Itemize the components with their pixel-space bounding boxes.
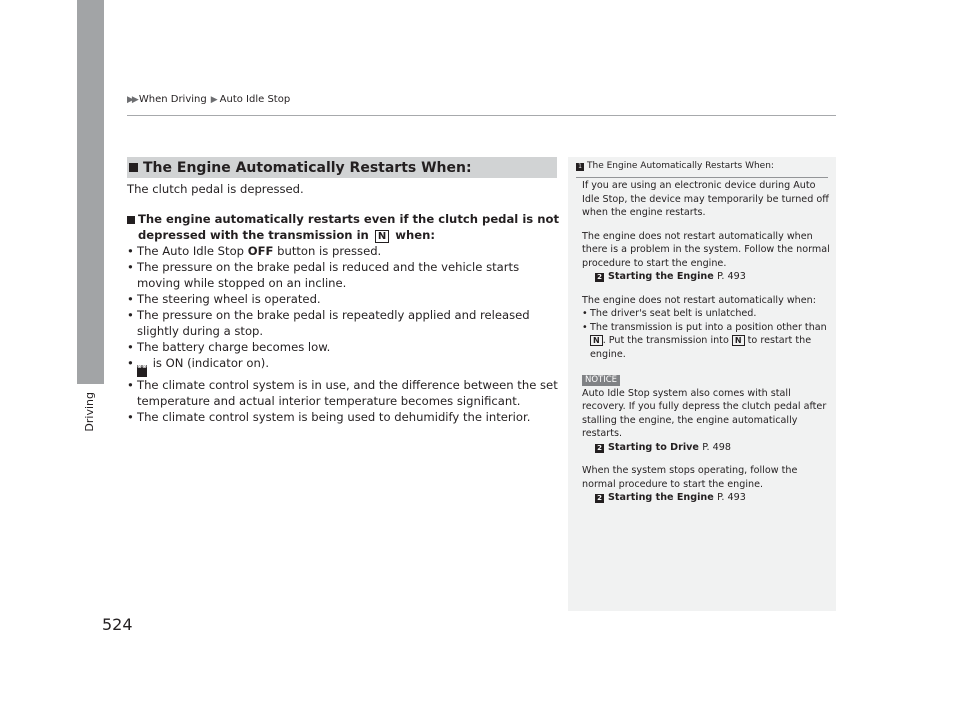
section-heading [127,157,557,178]
list-item: • ◚◚ is ON (indicator on). [127,355,559,377]
sidebar-paragraph: When the system stops operating, follow the normal procedure to start the engine. [582,465,798,490]
list-item: • The Auto Idle Stop OFF button is pressed. [127,243,559,259]
front-defroster-icon: ◚◚ [137,365,147,377]
list-item: • The climate control system is being used to dehumidify the interior. [127,409,559,425]
gear-n-indicator: N [590,335,603,346]
breadcrumb-level1[interactable]: When Driving [138,94,207,105]
cross-reference-link[interactable]: 2 Starting the Engine P. 493 [582,491,832,505]
square-bullet-icon [127,216,135,224]
list-item: • The battery charge becomes low. [127,339,559,355]
note-icon: 1 [576,163,584,171]
subheading-text-part1: The engine automatically restarts even if the clutch pedal is not depressed with the transmission in [138,212,559,242]
list-item: • The climate control system is in use, and the difference between the set temperature and actual interior temperature becomes significant. [127,377,559,409]
list-item: • The pressure on the brake pedal is reduced and the vehicle starts moving while stopped on an incline. [127,259,559,291]
sidebar-paragraph: The engine does not restart automatically when there is a problem in the system. Follow the normal procedure to start the engine. [582,230,830,269]
chapter-tab-label: Driving [83,392,96,432]
sidebar-paragraph: If you are using an electronic device during Auto Idle Stop, the device may temporarily be turned off when the engine restarts. [582,180,829,218]
list-item: • The transmission is put into a position other than N . Put the transmission into N to restart the engine. [582,321,832,362]
cross-reference-link[interactable]: 2 Starting the Engine P. 493 [582,270,832,284]
breadcrumb-arrow-icon: ▶▶ [127,94,137,105]
intro-text: The clutch pedal is depressed. [127,182,304,196]
sidebar-list [582,307,832,361]
gear-n-indicator: N [732,335,745,346]
sidebar-notes [568,157,836,611]
chapter-tab [77,0,104,384]
breadcrumb [127,94,290,105]
breadcrumb-arrow-icon: ▶ [210,94,216,105]
reference-arrow-icon: 2 [595,273,604,282]
section-title: The Engine Automatically Restarts When: [143,159,472,176]
header-divider [127,115,836,116]
gear-n-indicator: N [375,230,389,243]
subheading-text-part2: when: [395,228,435,242]
breadcrumb-level2[interactable]: Auto Idle Stop [219,94,291,105]
notice-badge: NOTICE [582,375,620,386]
off-button-label: OFF [247,244,274,258]
square-bullet-icon [129,163,138,172]
sidebar-body [582,179,832,505]
list-item: • The driver's seat belt is unlatched. [582,307,832,321]
reference-arrow-icon: 2 [595,444,604,453]
sidebar-paragraph: The engine does not restart automatically when: [582,294,816,306]
subheading [127,211,559,243]
page-number: 524 [102,615,133,634]
restart-conditions-list [127,243,559,425]
cross-reference-link[interactable]: 2 Starting to Drive P. 498 [582,441,832,455]
main-content [127,180,559,425]
sidebar-paragraph: Auto Idle Stop system also comes with stall recovery. If you fully depress the clutch pedal after stalling the engine, the engine automatically restarts. [582,387,827,439]
sidebar-title: 1 The Engine Automatically Restarts When: [576,160,828,178]
reference-arrow-icon: 2 [595,494,604,503]
list-item: • The pressure on the brake pedal is repeatedly applied and released slightly during a stop. [127,307,559,339]
list-item: • The steering wheel is operated. [127,291,559,307]
